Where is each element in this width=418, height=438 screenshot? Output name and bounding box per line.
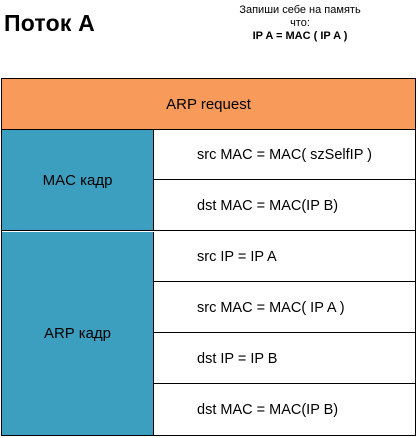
field-cell: dst IP = IP B (154, 334, 415, 384)
field-cell: src MAC = MAC( szSelfIP ) (154, 130, 415, 180)
packet-structure-table (1, 78, 416, 436)
section-label-arp-frame: ARP кадр (2, 232, 154, 435)
memo-line-2: что: (290, 17, 310, 29)
diagram-title: Поток А (4, 10, 95, 36)
field-cell: dst MAC = MAC(IP B) (154, 385, 415, 435)
section-label-mac-frame: MAC кадр (2, 130, 154, 231)
field-cell: src IP = IP A (154, 232, 415, 282)
memo-line-1: Запиши себе на память (239, 4, 361, 16)
field-cell: src MAC = MAC( IP A ) (154, 283, 415, 333)
table-header: ARP request (2, 79, 415, 130)
memo-note (236, 4, 364, 43)
memo-formula: IP A = MAC ( IP A ) (252, 30, 348, 42)
field-cell: dst MAC = MAC(IP B) (154, 181, 415, 231)
